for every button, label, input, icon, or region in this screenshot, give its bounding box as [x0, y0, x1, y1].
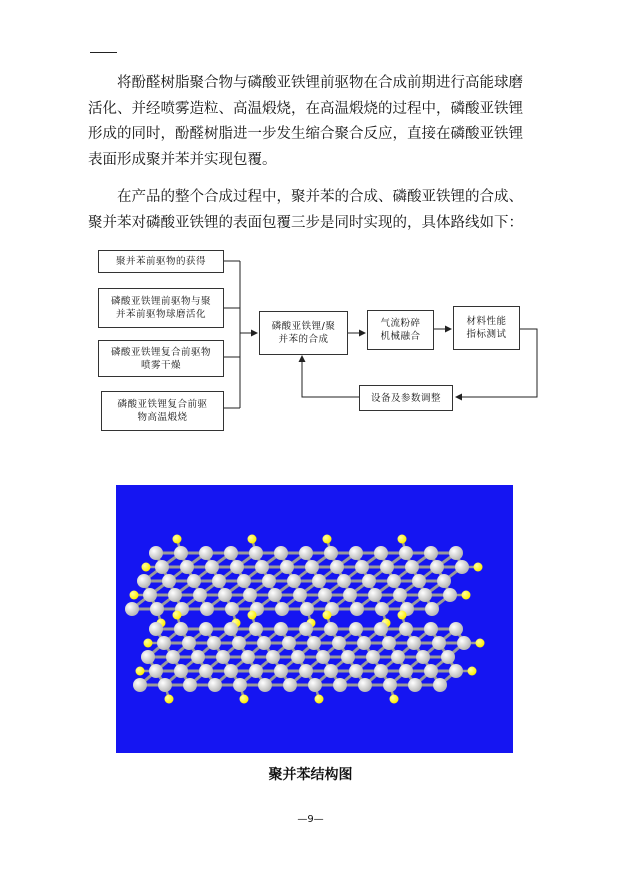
carbon-atom: [455, 560, 469, 574]
carbon-atom: [180, 560, 194, 574]
carbon-atom: [441, 650, 455, 664]
carbon-atom: [133, 678, 147, 692]
carbon-atom: [224, 664, 238, 678]
carbon-atom: [208, 678, 222, 692]
flow-step-label: 气流粉碎: [380, 318, 421, 329]
carbon-atom: [232, 636, 246, 650]
carbon-atom: [141, 650, 155, 664]
hydrogen-atom: [144, 639, 153, 648]
carbon-atom: [337, 574, 351, 588]
carbon-atom: [187, 574, 201, 588]
carbon-atom: [249, 664, 263, 678]
hydrogen-atom: [142, 563, 151, 572]
carbon-atom: [387, 574, 401, 588]
paragraph-line: 聚并苯对磷酸亚铁锂的表面包覆三步是同时实现的，具体路线如下：: [88, 214, 523, 231]
carbon-atom: [258, 678, 272, 692]
carbon-atom: [424, 664, 438, 678]
carbon-atom: [425, 602, 439, 616]
carbon-atom: [257, 636, 271, 650]
carbon-atom: [349, 664, 363, 678]
carbon-atom: [416, 650, 430, 664]
carbon-atom: [149, 546, 163, 560]
arrow-feedback: [302, 356, 359, 397]
carbon-atom: [268, 588, 282, 602]
carbon-atom: [433, 678, 447, 692]
carbon-atom: [280, 560, 294, 574]
carbon-atom: [316, 650, 330, 664]
carbon-atom: [149, 622, 163, 636]
flow-step-label: 磷酸亚铁锂复合前驱物: [110, 346, 211, 358]
flow-step-precursor-acquisition: [98, 250, 224, 273]
carbon-atom: [166, 650, 180, 664]
carbon-atom: [449, 622, 463, 636]
carbon-atom: [457, 636, 471, 650]
hydrogen-atom: [173, 535, 182, 544]
carbon-atom: [330, 560, 344, 574]
carbon-atom: [399, 664, 413, 678]
flow-step-label: 并苯的合成: [278, 334, 329, 345]
hydrogen-atom: [398, 535, 407, 544]
carbon-atom: [374, 664, 388, 678]
carbon-atom: [399, 546, 413, 560]
carbon-atom: [374, 622, 388, 636]
hydrogen-atom: [468, 667, 477, 676]
polyacene-sheet: [133, 611, 485, 704]
carbon-atom: [182, 636, 196, 650]
carbon-atom: [412, 574, 426, 588]
flow-step-calcination: [101, 391, 224, 431]
carbon-atom: [355, 560, 369, 574]
carbon-atom: [430, 560, 444, 574]
carbon-atom: [183, 678, 197, 692]
carbon-atom: [349, 546, 363, 560]
carbon-atom: [333, 678, 347, 692]
carbon-atom: [224, 622, 238, 636]
carbon-atom: [382, 636, 396, 650]
flow-step-parameter-adjust: [359, 385, 453, 411]
paragraph-line: 将酚醛树脂聚合物与磷酸亚铁锂前驱物在合成前期进行高能球磨: [117, 75, 523, 91]
hydrogen-atom: [323, 535, 332, 544]
flow-step-label: 磷酸亚铁锂复合前驱: [117, 399, 208, 410]
flow-step-label: 物高温煅烧: [137, 412, 188, 423]
flow-step-jet-milling: [367, 310, 434, 350]
carbon-atom: [391, 650, 405, 664]
hydrogen-atom: [248, 611, 257, 620]
carbon-atom: [282, 636, 296, 650]
carbon-atom: [137, 574, 151, 588]
hydrogen-atom: [398, 611, 407, 620]
flow-step-label: 设备及参数调整: [370, 392, 441, 404]
carbon-atom: [174, 664, 188, 678]
carbon-atom: [318, 588, 332, 602]
carbon-atom: [200, 602, 214, 616]
carbon-atom: [249, 622, 263, 636]
carbon-atom: [299, 546, 313, 560]
carbon-atom: [218, 588, 232, 602]
hydrogen-atom: [462, 591, 471, 600]
hydrogen-atom: [165, 695, 174, 704]
carbon-atom: [308, 678, 322, 692]
carbon-atom: [199, 546, 213, 560]
carbon-atom: [324, 546, 338, 560]
carbon-atom: [293, 588, 307, 602]
hydrogen-atom: [136, 667, 145, 676]
polyacene-molecule-model: [116, 485, 513, 753]
carbon-atom: [405, 560, 419, 574]
carbon-atom: [432, 636, 446, 650]
carbon-atom: [349, 622, 363, 636]
carbon-atom: [341, 650, 355, 664]
carbon-atom: [418, 588, 432, 602]
carbon-atom: [380, 560, 394, 574]
carbon-atom: [266, 650, 280, 664]
hydrogen-atom: [240, 695, 249, 704]
hydrogen-atom: [130, 591, 139, 600]
carbon-atom: [243, 588, 257, 602]
carbon-atom: [291, 650, 305, 664]
hydrogen-atom: [323, 611, 332, 620]
carbon-atom: [393, 588, 407, 602]
paragraph-line: 表面形成聚并苯并实现包覆。: [88, 151, 277, 168]
flow-step-label: 并苯前驱物球磨活化: [115, 309, 206, 320]
carbon-atom: [216, 650, 230, 664]
hydrogen-atom: [390, 695, 399, 704]
carbon-atom: [233, 678, 247, 692]
polyacene-structure-figure: [116, 485, 513, 753]
carbon-atom: [287, 574, 301, 588]
carbon-atom: [241, 650, 255, 664]
carbon-atom: [305, 560, 319, 574]
carbon-atom: [275, 602, 289, 616]
carbon-atom: [449, 664, 463, 678]
carbon-atom: [158, 678, 172, 692]
paragraph-line: 在产品的整个合成过程中，聚并苯的合成、磷酸亚铁锂的合成、: [117, 189, 523, 205]
carbon-atom: [424, 622, 438, 636]
carbon-atom: [191, 650, 205, 664]
flow-step-label: 磷酸亚铁锂前驱物与聚: [110, 296, 211, 307]
carbon-atom: [274, 664, 288, 678]
paragraph-line: 活化、并经喷雾造粒、高温煅烧，在高温煅烧的过程中，磷酸亚铁锂: [88, 100, 523, 117]
carbon-atom: [399, 622, 413, 636]
flow-step-performance-test: [453, 306, 520, 350]
carbon-atom: [125, 602, 139, 616]
carbon-atom: [324, 664, 338, 678]
carbon-atom: [207, 636, 221, 650]
hydrogen-atom: [476, 639, 485, 648]
carbon-atom: [332, 636, 346, 650]
carbon-atom: [424, 546, 438, 560]
carbon-atom: [350, 602, 364, 616]
carbon-atom: [162, 574, 176, 588]
carbon-atom: [157, 636, 171, 650]
carbon-atom: [199, 622, 213, 636]
carbon-atom: [437, 574, 451, 588]
flow-step-label: 聚并苯前驱物的获得: [115, 256, 206, 267]
carbon-atom: [374, 546, 388, 560]
carbon-atom: [443, 588, 457, 602]
carbon-atom: [449, 546, 463, 560]
carbon-atom: [283, 678, 297, 692]
carbon-atom: [212, 574, 226, 588]
carbon-atom: [262, 574, 276, 588]
carbon-atom: [299, 622, 313, 636]
flow-step-ball-milling: [98, 288, 224, 328]
flow-step-label: 喷雾干燥: [140, 359, 181, 371]
carbon-atom: [149, 664, 163, 678]
carbon-atom: [150, 602, 164, 616]
hydrogen-atom: [315, 695, 324, 704]
carbon-atom: [408, 678, 422, 692]
carbon-atom: [324, 622, 338, 636]
carbon-atom: [155, 560, 169, 574]
flow-step-label: 磷酸亚铁锂/聚: [271, 321, 336, 332]
carbon-atom: [407, 636, 421, 650]
carbon-atom: [249, 546, 263, 560]
carbon-atom: [312, 574, 326, 588]
carbon-atom: [383, 678, 397, 692]
carbon-atom: [225, 602, 239, 616]
flow-step-spray-drying: [98, 340, 224, 377]
carbon-atom: [199, 664, 213, 678]
carbon-atom: [274, 546, 288, 560]
carbon-atom: [230, 560, 244, 574]
carbon-atom: [299, 664, 313, 678]
flow-step-label: 指标测试: [466, 329, 507, 340]
carbon-atom: [193, 588, 207, 602]
carbon-atom: [362, 574, 376, 588]
carbon-atom: [366, 650, 380, 664]
hydrogen-atom: [173, 611, 182, 620]
carbon-atom: [143, 588, 157, 602]
carbon-atom: [307, 636, 321, 650]
carbon-atom: [255, 560, 269, 574]
flow-step-synthesis: [259, 311, 348, 355]
carbon-atom: [357, 636, 371, 650]
carbon-atom: [174, 622, 188, 636]
page-number: —9—: [297, 814, 324, 825]
hydrogen-atom: [474, 563, 483, 572]
carbon-atom: [237, 574, 251, 588]
carbon-atom: [168, 588, 182, 602]
paragraph-line: 形成的同时，酚醛树脂进一步发生缩合聚合反应，直接在磷酸亚铁锂: [88, 126, 523, 142]
carbon-atom: [300, 602, 314, 616]
carbon-atom: [205, 560, 219, 574]
carbon-atom: [224, 546, 238, 560]
carbon-atom: [368, 588, 382, 602]
figure-caption: 聚并苯结构图: [268, 767, 353, 783]
carbon-atom: [174, 546, 188, 560]
carbon-atom: [343, 588, 357, 602]
flow-step-label: 机械融合: [380, 331, 421, 342]
hydrogen-atom: [248, 535, 257, 544]
carbon-atom: [375, 602, 389, 616]
carbon-atom: [358, 678, 372, 692]
carbon-atom: [274, 622, 288, 636]
flow-step-label: 材料性能: [466, 316, 507, 327]
